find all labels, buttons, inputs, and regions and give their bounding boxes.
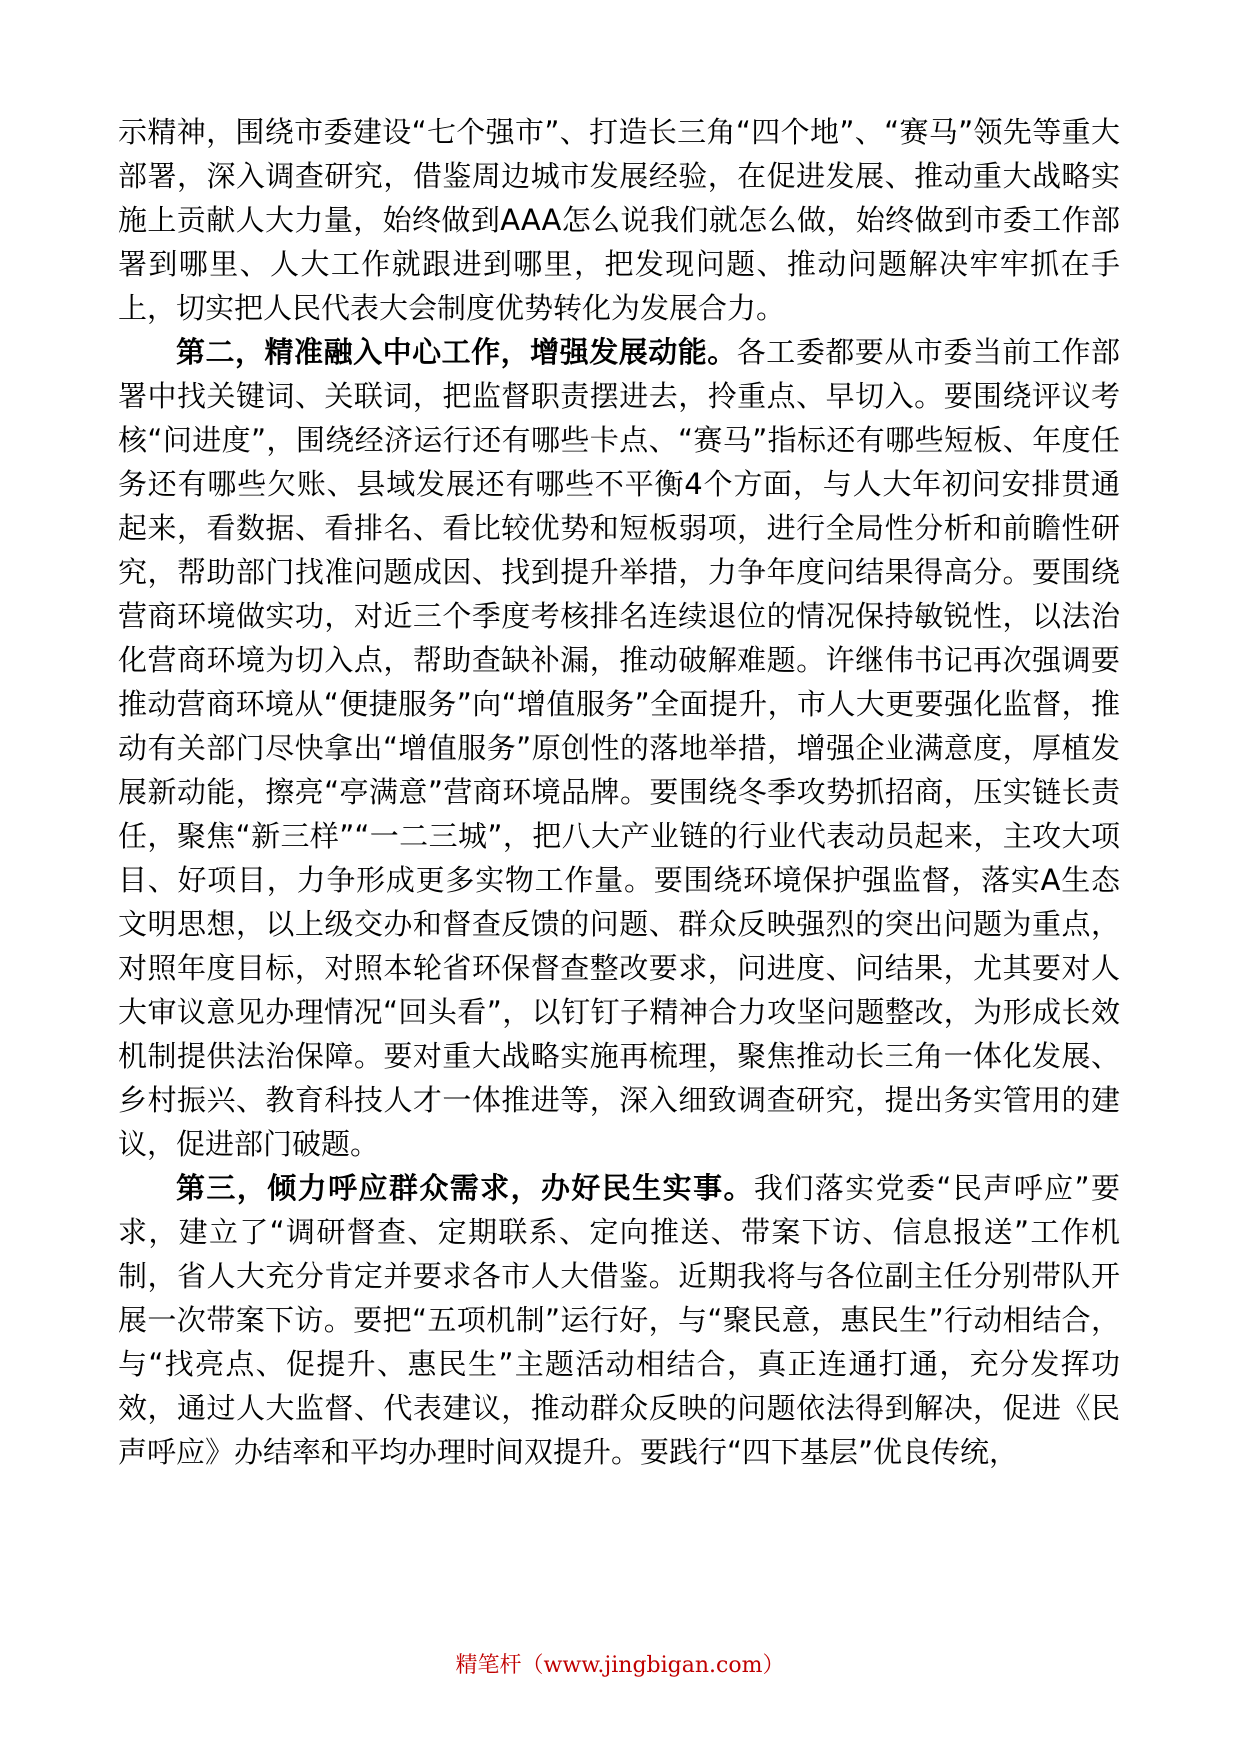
paragraph-lead-heading: 第二，精准融入中心工作，增强发展动能。	[176, 335, 737, 369]
paragraph-text: 我们落实党委“民声呼应”要求，建立了“调研督查、定期联系、定向推送、带案下访、信息报送”工作机制，省人大充分肯定并要求各市人大借鉴。近期我将与各位副主任分别带队开展一次带案下访。要把“五项机制”运行好，与“聚民意，惠民生”行动相结合，与“找亮点、促提升、惠民生”主题活动相结合，真正连通打通，充分发挥功效，通过人大监督、代表建议，推动群众反映的问题依法得到解决，促进《民声呼应》办结率和平均办理时间双提升。要践行“四下基层”优良传统，	[118, 1171, 1120, 1469]
paragraph-continued	[118, 110, 1120, 330]
paragraph-lead-heading: 第三，倾力呼应群众需求，办好民生实事。	[176, 1171, 754, 1205]
document-body	[118, 110, 1120, 1474]
paragraph-second-point	[118, 330, 1120, 1166]
paragraph-third-point	[118, 1166, 1120, 1474]
paragraph-text: 示精神，围绕市委建设“七个强市”、打造长三角“四个地”、“赛马”领先等重大部署，深入调查研究，借鉴周边城市发展经验，在促进发展、推动重大战略实施上贡献人大力量，始终做到AAA怎么说我们就怎么做，始终做到市委工作部署到哪里、人大工作就跟进到哪里，把发现问题、推动问题解决牢牢抓在手上，切实把人民代表大会制度优势转化为发展合力。	[118, 115, 1120, 325]
footer-watermark: 精笔杆（www.jingbigan.com）	[455, 1653, 785, 1678]
paragraph-text: 各工委都要从市委当前工作部署中找关键词、关联词，把监督职责摆进去，拎重点、早切入。要围绕评议考核“问进度”，围绕经济运行还有哪些卡点、“赛马”指标还有哪些短板、年度任务还有哪些欠账、县域发展还有哪些不平衡4个方面，与人大年初问安排贯通起来，看数据、看排名、看比较优势和短板弱项，进行全局性分析和前瞻性研究，帮助部门找准问题成因、找到提升举措，力争年度问结果得高分。要围绕营商环境做实功，对近三个季度考核排名连续退位的情况保持敏锐性，以法治化营商环境为切入点，帮助查缺补漏，推动破解难题。许继伟书记再次强调要推动营商环境从“便捷服务”向“增值服务”全面提升，市人大更要强化监督，推动有关部门尽快拿出“增值服务”原创性的落地举措，增强企业满意度，厚植发展新动能，擦亮“亭满意”营商环境品牌。要围绕冬季攻势抓招商，压实链长责任，聚焦“新三样”“一二三城”，把八大产业链的行业代表动员起来，主攻大项目、好项目，力争形成更多实物工作量。要围绕环境保护强监督，落实A生态文明思想，以上级交办和督查反馈的问题、群众反映强烈的突出问题为重点，对照年度目标，对照本轮省环保督查整改要求，问进度、问结果，尤其要对人大审议意见办理情况“回头看”，以钉钉子精神合力攻坚问题整改，为形成长效机制提供法治保障。要对重大战略实施再梳理，聚焦推动长三角一体化发展、乡村振兴、教育科技人才一体推进等，深入细致调查研究，提出务实管用的建议，促进部门破题。	[118, 335, 1120, 1161]
